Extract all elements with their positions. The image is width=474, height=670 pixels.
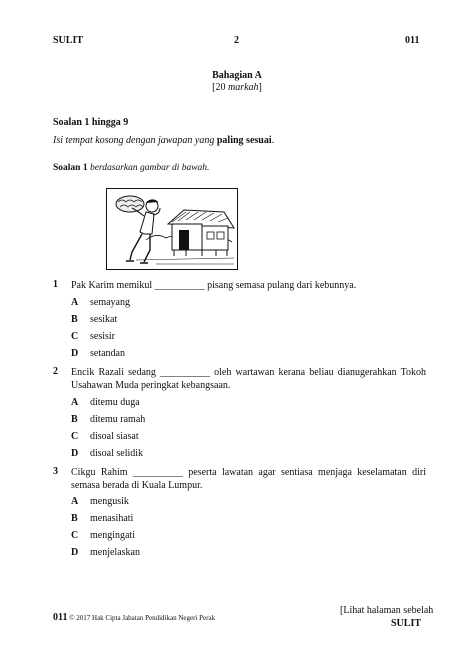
section-title: Bahagian A	[212, 70, 262, 81]
q3-option-text[interactable]: mengingati	[90, 530, 135, 541]
footer-sulit: SULIT	[391, 618, 422, 629]
page-number: 2	[234, 35, 239, 46]
q3-option-letter: D	[71, 547, 79, 558]
question-3-number: 3	[53, 466, 58, 477]
q3-option-text[interactable]: menasihati	[90, 513, 134, 524]
next-page-note: [Lihat halaman sebelah	[340, 605, 434, 616]
question-1-text: Pak Karim memikul __________ pisang semasa pulang dari kebunnya.	[71, 280, 357, 291]
q1-option-letter: A	[71, 297, 79, 308]
q3-option-letter: B	[71, 513, 78, 524]
q1-option-letter: C	[71, 331, 79, 342]
question-1-number: 1	[53, 279, 58, 290]
q2-option-text[interactable]: disoal selidik	[90, 448, 144, 459]
q3-option-letter: C	[71, 530, 79, 541]
q1-option-text[interactable]: sesisir	[90, 331, 115, 342]
q2-option-letter: A	[71, 397, 79, 408]
question-3-text: Cikgu Rahim __________ peserta lawatan agar sentiasa menjaga keselamatan diri semasa berada di Kuala Lumpur.	[71, 467, 426, 491]
q1-option-letter: B	[71, 314, 78, 325]
q3-option-text[interactable]: mengusik	[90, 496, 129, 507]
question-2-text: Encik Razali sedang __________ oleh wartawan kerana beliau dianugerahkan Tokoh Usahawan Muda peringkat kebangsaan.	[71, 367, 426, 391]
header-right: 011	[405, 35, 420, 46]
question-range: Soalan 1 hingga 9	[53, 117, 129, 128]
q2-option-letter: B	[71, 414, 78, 425]
footer-left: 011 © 2017 Hak Cipta Jabatan Pendidikan Negeri Perak	[53, 612, 216, 623]
q1-option-text[interactable]: sesikat	[90, 314, 118, 325]
q2-option-text[interactable]: ditemu duga	[90, 397, 140, 408]
q2-option-letter: C	[71, 431, 79, 442]
q1-option-text[interactable]: semayang	[90, 297, 130, 308]
q2-option-letter: D	[71, 448, 79, 459]
instruction-text: Isi tempat kosong dengan jawapan yang paling sesuai.	[53, 135, 275, 146]
picture-note: Soalan 1 berdasarkan gambar di bawah.	[53, 163, 210, 173]
q2-option-text[interactable]: disoal siasat	[90, 431, 139, 442]
q3-option-letter: A	[71, 496, 79, 507]
section-marks: [20 markah]	[212, 82, 262, 93]
q1-option-letter: D	[71, 348, 79, 359]
q3-option-text[interactable]: menjelaskan	[90, 547, 140, 558]
header-left: SULIT	[53, 35, 84, 46]
question-2-number: 2	[53, 366, 58, 377]
q2-option-text[interactable]: ditemu ramah	[90, 414, 146, 425]
q1-option-text[interactable]: setandan	[90, 348, 125, 359]
illustration-man-carrying-bananas	[106, 188, 238, 270]
